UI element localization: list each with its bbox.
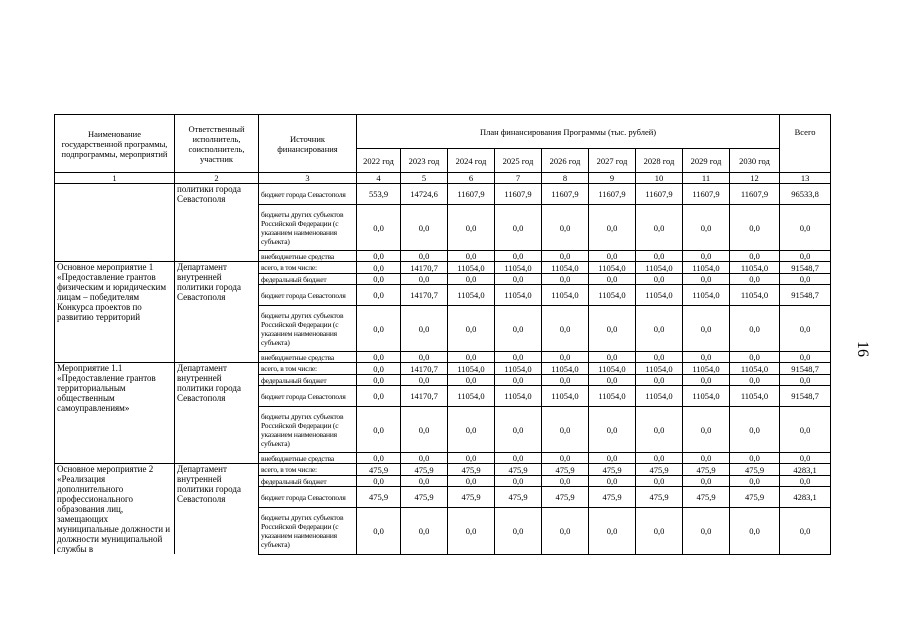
- value-cell: 0,0: [636, 274, 683, 285]
- value-cell: 0,0: [495, 407, 542, 453]
- value-cell: 0,0: [357, 251, 401, 262]
- value-cell: 0,0: [542, 508, 589, 554]
- funding-source: бюджеты других субъектов Российской Федерации (с указанием наименования субъекта): [259, 508, 357, 554]
- value-cell: 11054,0: [542, 386, 589, 407]
- value-cell: 11054,0: [495, 285, 542, 306]
- value-cell: 0,0: [357, 274, 401, 285]
- total-cell: 4283,1: [780, 487, 831, 508]
- page-number: 16: [854, 341, 871, 357]
- program-name: [55, 184, 175, 262]
- value-cell: 553,9: [357, 184, 401, 205]
- value-cell: 0,0: [448, 407, 495, 453]
- total-cell: 91548,7: [780, 285, 831, 306]
- program-name: Основное мероприятие 2 «Реализация дополнительного профессионального образования лиц, замещающих муниципальные должности и должности муниципальной службы в: [55, 464, 175, 555]
- value-cell: 0,0: [401, 205, 448, 251]
- header-year: 2030 год: [730, 149, 780, 173]
- value-cell: 475,9: [401, 464, 448, 476]
- table-row: [55, 184, 831, 205]
- value-cell: 11607,9: [589, 184, 636, 205]
- column-number: 10: [636, 173, 683, 184]
- executor: Департамент внутренней политики города Севастополя: [175, 363, 259, 464]
- value-cell: 0,0: [495, 251, 542, 262]
- column-number: 8: [542, 173, 589, 184]
- header-executor: Ответственный исполнитель, соисполнитель, участник: [175, 115, 259, 173]
- value-cell: 0,0: [542, 306, 589, 352]
- value-cell: 0,0: [542, 453, 589, 464]
- table-row: [55, 363, 831, 375]
- table-row: [55, 262, 831, 274]
- total-cell: 0,0: [780, 508, 831, 554]
- value-cell: 475,9: [683, 487, 730, 508]
- value-cell: 0,0: [357, 476, 401, 487]
- value-cell: 0,0: [448, 306, 495, 352]
- header-source: Источник финансирования: [259, 115, 357, 173]
- value-cell: 14724,6: [401, 184, 448, 205]
- value-cell: 0,0: [448, 352, 495, 363]
- value-cell: 475,9: [357, 487, 401, 508]
- total-cell: 0,0: [780, 352, 831, 363]
- value-cell: 475,9: [448, 464, 495, 476]
- value-cell: 0,0: [401, 476, 448, 487]
- value-cell: 0,0: [636, 508, 683, 554]
- value-cell: 0,0: [589, 407, 636, 453]
- value-cell: 0,0: [730, 251, 780, 262]
- funding-source: внебюджетные средства: [259, 251, 357, 262]
- value-cell: 11607,9: [636, 184, 683, 205]
- value-cell: 0,0: [589, 352, 636, 363]
- value-cell: 0,0: [730, 453, 780, 464]
- value-cell: 475,9: [542, 487, 589, 508]
- value-cell: 0,0: [589, 508, 636, 554]
- value-cell: 0,0: [636, 205, 683, 251]
- value-cell: 11054,0: [542, 285, 589, 306]
- total-cell: 96533,8: [780, 184, 831, 205]
- value-cell: 11054,0: [495, 262, 542, 274]
- value-cell: 0,0: [401, 375, 448, 386]
- value-cell: 475,9: [636, 487, 683, 508]
- value-cell: 0,0: [448, 251, 495, 262]
- value-cell: 0,0: [357, 285, 401, 306]
- value-cell: 11054,0: [683, 363, 730, 375]
- value-cell: 0,0: [542, 352, 589, 363]
- program-name: Основное мероприятие 1 «Предоставление грантов физическим и юридическим лицам – победителям Конкурса проектов по развитию территорий: [55, 262, 175, 363]
- value-cell: 11054,0: [589, 386, 636, 407]
- funding-source: бюджеты других субъектов Российской Федерации (с указанием наименования субъекта): [259, 407, 357, 453]
- header-total: Всего: [780, 115, 831, 173]
- column-number: 11: [683, 173, 730, 184]
- value-cell: 0,0: [730, 306, 780, 352]
- value-cell: 11607,9: [448, 184, 495, 205]
- funding-source: внебюджетные средства: [259, 352, 357, 363]
- value-cell: 0,0: [730, 508, 780, 554]
- value-cell: 11607,9: [730, 184, 780, 205]
- column-number: 1: [55, 173, 175, 184]
- total-cell: 0,0: [780, 375, 831, 386]
- value-cell: 0,0: [636, 407, 683, 453]
- value-cell: 11054,0: [495, 386, 542, 407]
- funding-source: бюджет города Севастополя: [259, 487, 357, 508]
- total-cell: 0,0: [780, 453, 831, 464]
- value-cell: 0,0: [495, 306, 542, 352]
- value-cell: 0,0: [683, 476, 730, 487]
- value-cell: 475,9: [589, 487, 636, 508]
- value-cell: 0,0: [542, 205, 589, 251]
- value-cell: 475,9: [357, 464, 401, 476]
- total-cell: 0,0: [780, 251, 831, 262]
- value-cell: 0,0: [401, 274, 448, 285]
- value-cell: 0,0: [730, 375, 780, 386]
- value-cell: 11054,0: [683, 386, 730, 407]
- table-row: [55, 464, 831, 476]
- value-cell: 0,0: [401, 352, 448, 363]
- value-cell: 0,0: [495, 375, 542, 386]
- value-cell: 11054,0: [730, 363, 780, 375]
- total-cell: 91548,7: [780, 363, 831, 375]
- value-cell: 11607,9: [542, 184, 589, 205]
- value-cell: 0,0: [542, 375, 589, 386]
- value-cell: 0,0: [683, 274, 730, 285]
- value-cell: 0,0: [683, 375, 730, 386]
- value-cell: 0,0: [357, 352, 401, 363]
- value-cell: 475,9: [495, 464, 542, 476]
- total-cell: 91548,7: [780, 386, 831, 407]
- value-cell: 11054,0: [636, 363, 683, 375]
- value-cell: 0,0: [683, 453, 730, 464]
- value-cell: 11054,0: [448, 386, 495, 407]
- value-cell: 0,0: [357, 386, 401, 407]
- column-number: 3: [259, 173, 357, 184]
- funding-source: всего, в том числе:: [259, 464, 357, 476]
- header-name: Наименование государственной программы, подпрограммы, мероприятий: [55, 115, 175, 173]
- value-cell: 0,0: [357, 363, 401, 375]
- executor: политики города Севастополя: [175, 184, 259, 262]
- funding-source: внебюджетные средства: [259, 453, 357, 464]
- value-cell: 11054,0: [636, 386, 683, 407]
- value-cell: 0,0: [357, 262, 401, 274]
- value-cell: 0,0: [357, 453, 401, 464]
- value-cell: 0,0: [495, 205, 542, 251]
- funding-source: федеральный бюджет: [259, 476, 357, 487]
- funding-source: федеральный бюджет: [259, 274, 357, 285]
- header-year: 2024 год: [448, 149, 495, 173]
- value-cell: 0,0: [589, 205, 636, 251]
- funding-source: всего, в том числе:: [259, 363, 357, 375]
- funding-source: бюджет города Севастополя: [259, 184, 357, 205]
- value-cell: 11054,0: [683, 262, 730, 274]
- value-cell: 11054,0: [636, 262, 683, 274]
- value-cell: 0,0: [636, 251, 683, 262]
- value-cell: 0,0: [730, 407, 780, 453]
- value-cell: 11054,0: [636, 285, 683, 306]
- column-number: 5: [401, 173, 448, 184]
- value-cell: 0,0: [589, 274, 636, 285]
- funding-source: бюджет города Севастополя: [259, 386, 357, 407]
- funding-source: бюджет города Севастополя: [259, 285, 357, 306]
- value-cell: 11054,0: [448, 363, 495, 375]
- financing-table: [54, 114, 831, 555]
- value-cell: 14170,7: [401, 386, 448, 407]
- value-cell: 475,9: [636, 464, 683, 476]
- value-cell: 0,0: [730, 205, 780, 251]
- value-cell: 0,0: [357, 306, 401, 352]
- header-year: 2028 год: [636, 149, 683, 173]
- value-cell: 11054,0: [542, 262, 589, 274]
- value-cell: 0,0: [683, 508, 730, 554]
- value-cell: 475,9: [448, 487, 495, 508]
- value-cell: 0,0: [542, 407, 589, 453]
- value-cell: 0,0: [448, 274, 495, 285]
- value-cell: 11054,0: [589, 285, 636, 306]
- header-year: 2029 год: [683, 149, 730, 173]
- value-cell: 0,0: [401, 306, 448, 352]
- value-cell: 11054,0: [589, 262, 636, 274]
- value-cell: 14170,7: [401, 262, 448, 274]
- value-cell: 0,0: [683, 251, 730, 262]
- value-cell: 0,0: [495, 352, 542, 363]
- value-cell: 0,0: [495, 476, 542, 487]
- funding-source: всего, в том числе:: [259, 262, 357, 274]
- value-cell: 0,0: [448, 205, 495, 251]
- value-cell: 475,9: [589, 464, 636, 476]
- value-cell: 0,0: [589, 453, 636, 464]
- column-number: 2: [175, 173, 259, 184]
- value-cell: 0,0: [495, 274, 542, 285]
- value-cell: 0,0: [401, 251, 448, 262]
- total-cell: 0,0: [780, 476, 831, 487]
- value-cell: 0,0: [542, 251, 589, 262]
- value-cell: 0,0: [495, 453, 542, 464]
- value-cell: 0,0: [683, 352, 730, 363]
- value-cell: 475,9: [683, 464, 730, 476]
- value-cell: 475,9: [542, 464, 589, 476]
- value-cell: 0,0: [730, 274, 780, 285]
- value-cell: 11054,0: [495, 363, 542, 375]
- value-cell: 14170,7: [401, 363, 448, 375]
- value-cell: 11607,9: [495, 184, 542, 205]
- value-cell: 0,0: [495, 508, 542, 554]
- value-cell: 0,0: [683, 407, 730, 453]
- header-year: 2025 год: [495, 149, 542, 173]
- header-year: 2023 год: [401, 149, 448, 173]
- value-cell: 11054,0: [730, 285, 780, 306]
- value-cell: 0,0: [636, 476, 683, 487]
- column-number: 4: [357, 173, 401, 184]
- value-cell: 0,0: [401, 407, 448, 453]
- value-cell: 0,0: [448, 453, 495, 464]
- total-cell: 0,0: [780, 407, 831, 453]
- value-cell: 0,0: [448, 476, 495, 487]
- value-cell: 11054,0: [542, 363, 589, 375]
- value-cell: 0,0: [589, 476, 636, 487]
- header-year: 2022 год: [357, 149, 401, 173]
- value-cell: 0,0: [448, 508, 495, 554]
- value-cell: 11054,0: [448, 262, 495, 274]
- total-cell: 91548,7: [780, 262, 831, 274]
- total-cell: 0,0: [780, 306, 831, 352]
- total-cell: 0,0: [780, 274, 831, 285]
- value-cell: 0,0: [542, 274, 589, 285]
- value-cell: 11054,0: [683, 285, 730, 306]
- value-cell: 11054,0: [730, 386, 780, 407]
- value-cell: 0,0: [357, 407, 401, 453]
- value-cell: 0,0: [401, 508, 448, 554]
- value-cell: 0,0: [636, 453, 683, 464]
- value-cell: 11054,0: [448, 285, 495, 306]
- value-cell: 11607,9: [683, 184, 730, 205]
- column-number: 12: [730, 173, 780, 184]
- funding-source: федеральный бюджет: [259, 375, 357, 386]
- value-cell: 0,0: [357, 508, 401, 554]
- column-number: 13: [780, 173, 831, 184]
- executor: Департамент внутренней политики города Севастополя: [175, 262, 259, 363]
- header-year: 2026 год: [542, 149, 589, 173]
- value-cell: 0,0: [636, 352, 683, 363]
- value-cell: 0,0: [357, 205, 401, 251]
- header-year: 2027 год: [589, 149, 636, 173]
- value-cell: 0,0: [357, 375, 401, 386]
- value-cell: 11054,0: [589, 363, 636, 375]
- value-cell: 475,9: [401, 487, 448, 508]
- value-cell: 0,0: [589, 251, 636, 262]
- funding-source: бюджеты других субъектов Российской Федерации (с указанием наименования субъекта): [259, 205, 357, 251]
- value-cell: 0,0: [589, 375, 636, 386]
- value-cell: 0,0: [448, 375, 495, 386]
- value-cell: 11054,0: [730, 262, 780, 274]
- value-cell: 14170,7: [401, 285, 448, 306]
- executor: Департамент внутренней политики города Севастополя: [175, 464, 259, 555]
- value-cell: 475,9: [730, 487, 780, 508]
- column-number: 7: [495, 173, 542, 184]
- column-number: 6: [448, 173, 495, 184]
- value-cell: 0,0: [683, 306, 730, 352]
- value-cell: 0,0: [542, 476, 589, 487]
- column-number: 9: [589, 173, 636, 184]
- total-cell: 0,0: [780, 205, 831, 251]
- value-cell: 0,0: [589, 306, 636, 352]
- funding-source: бюджеты других субъектов Российской Федерации (с указанием наименования субъекта): [259, 306, 357, 352]
- value-cell: 0,0: [401, 453, 448, 464]
- value-cell: 0,0: [730, 352, 780, 363]
- total-cell: 4283,1: [780, 464, 831, 476]
- value-cell: 0,0: [636, 375, 683, 386]
- value-cell: 475,9: [730, 464, 780, 476]
- value-cell: 0,0: [730, 476, 780, 487]
- program-name: Мероприятие 1.1 «Предоставление грантов территориальным общественным самоуправлениям»: [55, 363, 175, 464]
- value-cell: 0,0: [683, 205, 730, 251]
- value-cell: 475,9: [495, 487, 542, 508]
- value-cell: 0,0: [636, 306, 683, 352]
- header-plan: План финансирования Программы (тыс. рублей): [357, 115, 780, 149]
